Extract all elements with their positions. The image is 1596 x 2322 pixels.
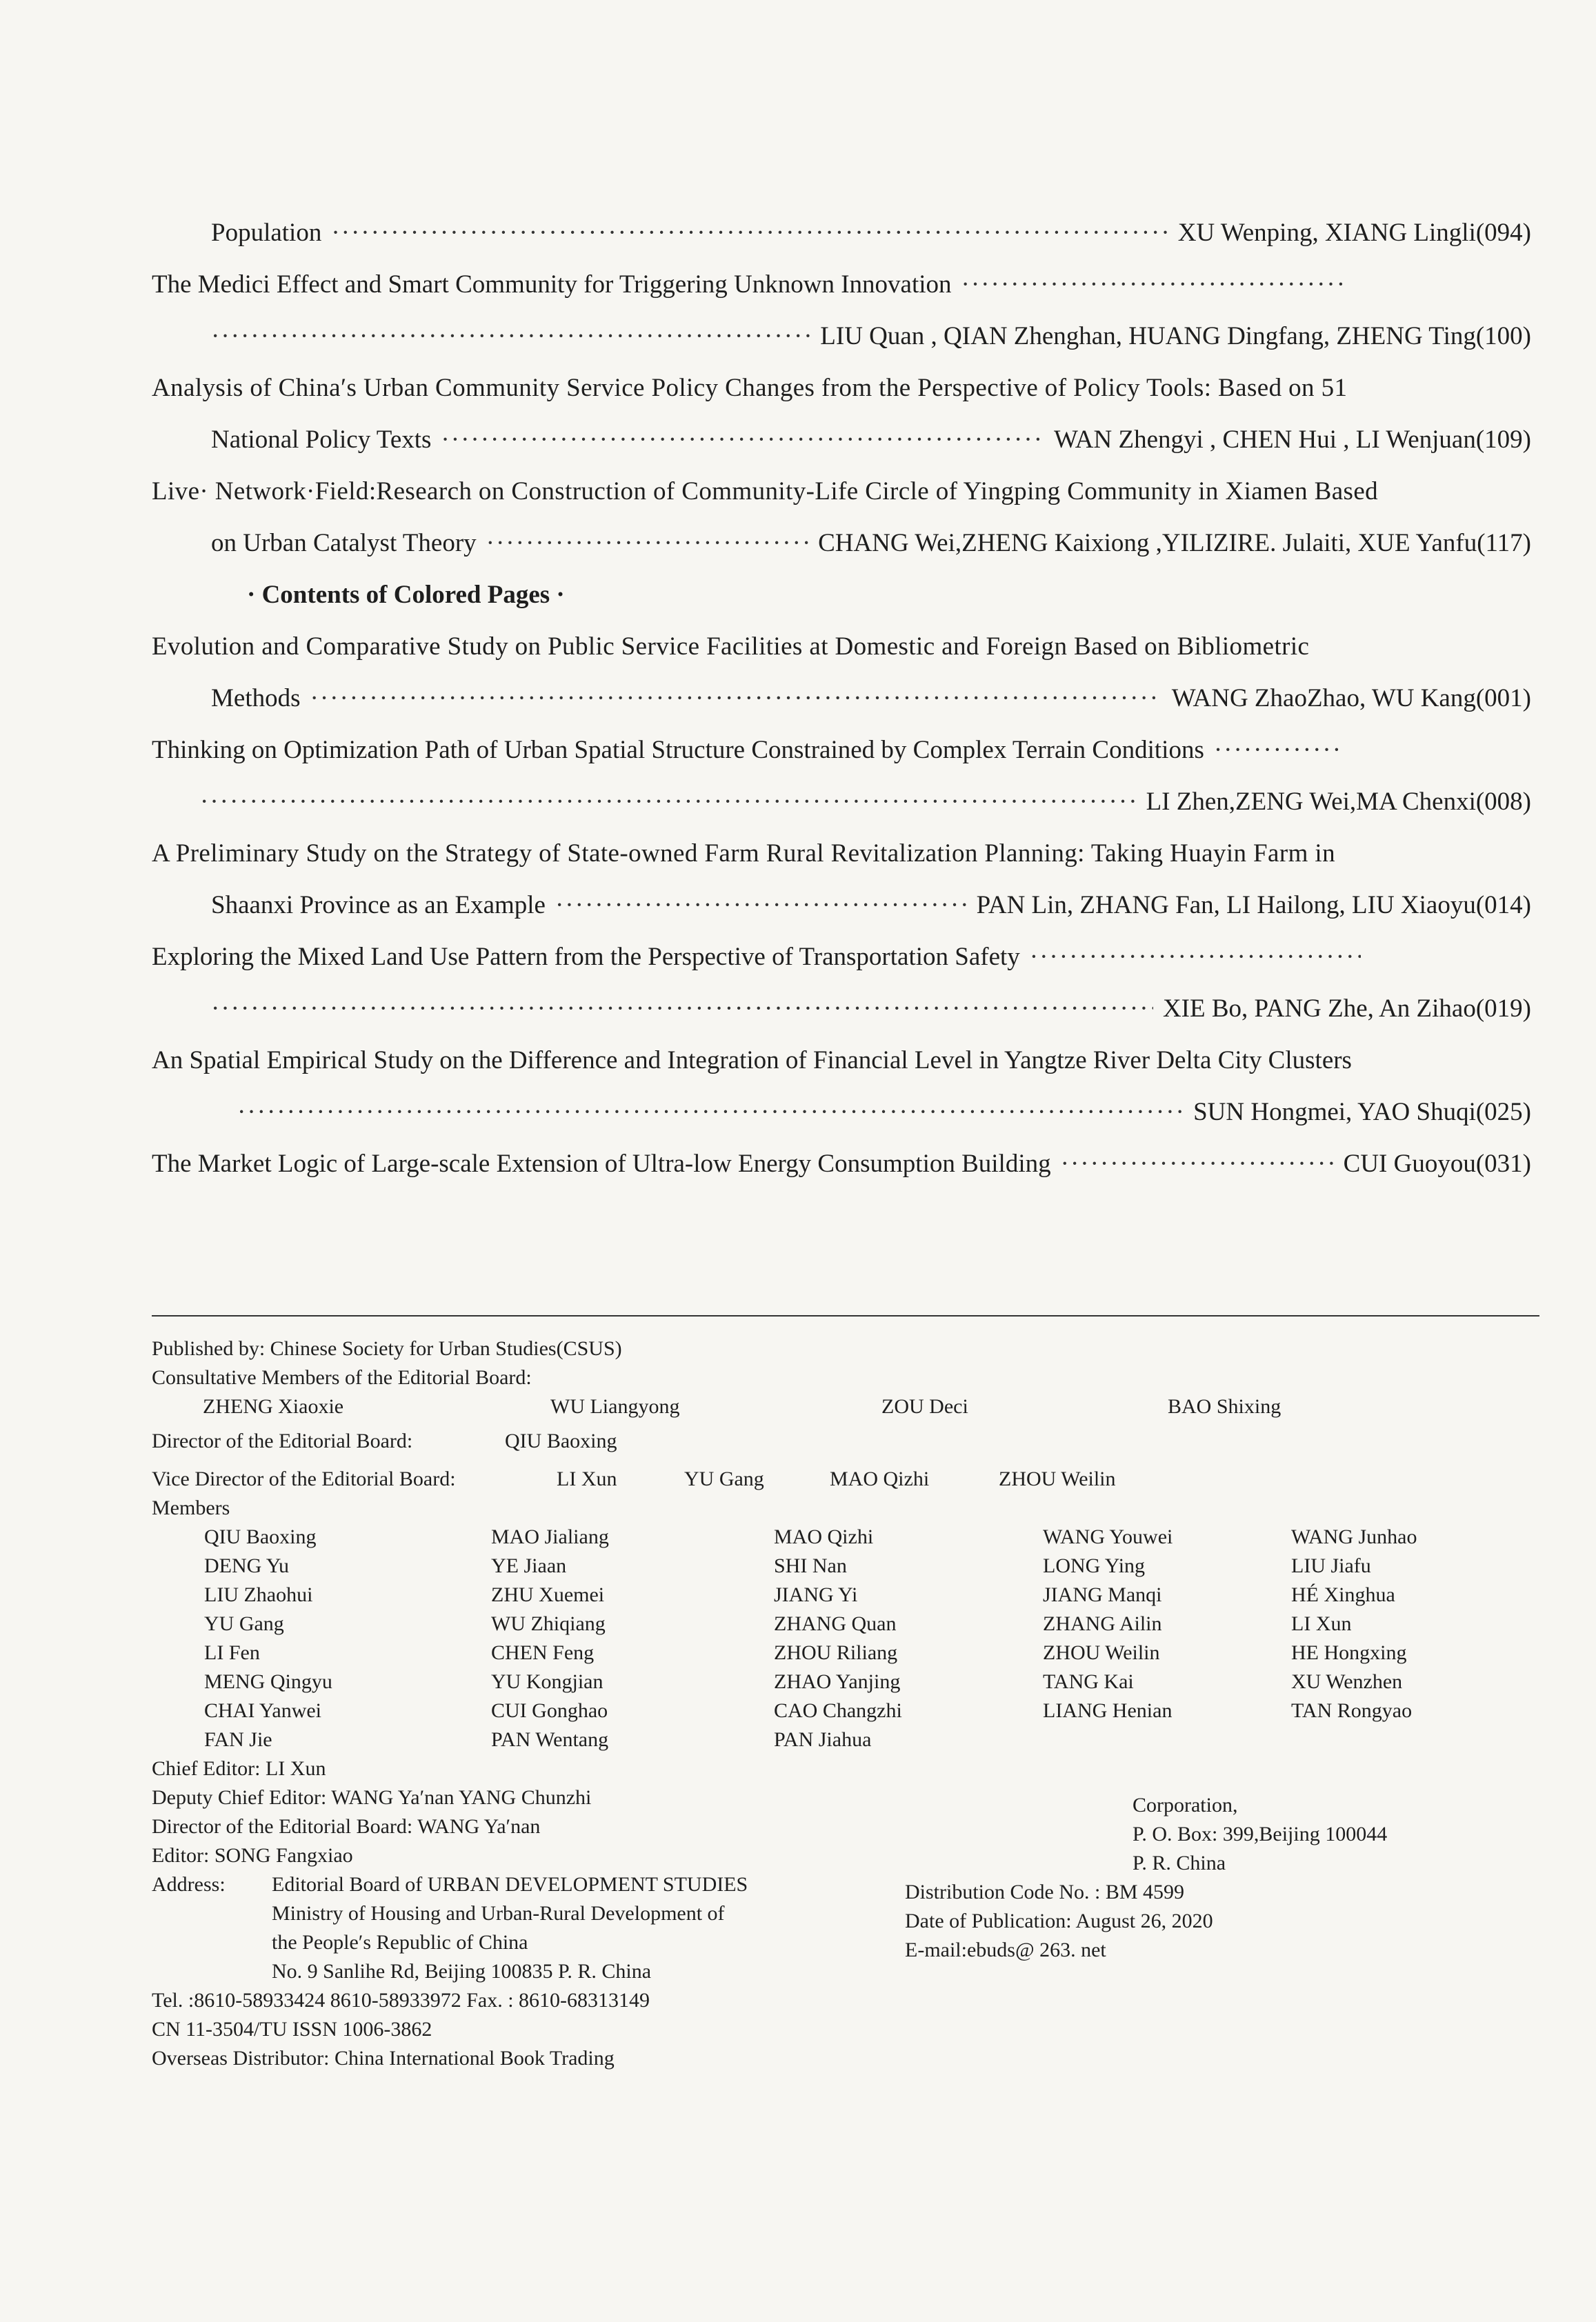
- leader-dots: [486, 517, 808, 569]
- consultative-members: [152, 1392, 1539, 1427]
- member-name: LIU Zhaohui: [204, 1583, 313, 1606]
- toc-authors: CHANG Wei,ZHENG Kaixiong ,YILIZIRE. Julaiti, XUE Yanfu(117): [818, 529, 1531, 557]
- member-name: MAO Jialiang: [491, 1525, 609, 1548]
- editor: Editor: SONG Fangxiao: [152, 1844, 353, 1867]
- deputy-chief-editor: Deputy Chief Editor: WANG Ya′nan YANG Chunzhi: [152, 1786, 592, 1809]
- vice-director-name: YU Gang: [684, 1468, 764, 1490]
- publication-date: Date of Publication: August 26, 2020: [905, 1910, 1213, 1932]
- member-name: ZHANG Quan: [774, 1612, 897, 1635]
- toc-title: An Spatial Empirical Study on the Difference and Integration of Financial Level in Yangtze River Delta City Clusters: [152, 1046, 1352, 1074]
- members-column: [204, 1523, 332, 1754]
- members-column: [1043, 1523, 1173, 1725]
- leader-dots: [200, 776, 1137, 828]
- leader-dots: [310, 672, 1162, 724]
- chief-editor: Chief Editor: LI Xun: [152, 1757, 326, 1780]
- table-of-contents: [152, 207, 1531, 1190]
- toc-entry-continued: [152, 517, 1531, 569]
- tel-fax: Tel. :8610-58933424 8610-58933972 Fax. : 8610-68313149: [152, 1989, 650, 2012]
- leader-dots: [1030, 931, 1361, 983]
- address-label: Address:: [152, 1873, 226, 1896]
- po-box: P. O. Box: 399,Beijing 100044: [1133, 1823, 1388, 1845]
- toc-title: The Medici Effect and Smart Community for Triggering Unknown Innovation: [152, 270, 952, 299]
- toc-authors: LI Zhen,ZENG Wei,MA Chenxi(008): [1146, 788, 1531, 816]
- member-name: YU Kongjian: [491, 1670, 604, 1693]
- address-line: Ministry of Housing and Urban-Rural Development of: [272, 1902, 725, 1925]
- director-name: QIU Baoxing: [505, 1430, 617, 1452]
- member-name: WANG Junhao: [1291, 1525, 1417, 1548]
- member-name: FAN Jie: [204, 1728, 272, 1751]
- vice-director-row: [152, 1465, 1539, 1494]
- toc-entry: [152, 259, 1531, 310]
- toc-entry-continued: [152, 414, 1531, 466]
- leader-dots: [331, 207, 1168, 259]
- member-name: QIU Baoxing: [204, 1525, 317, 1548]
- prc: P. R. China: [1133, 1852, 1226, 1874]
- consultative-member: WU Liangyong: [550, 1395, 680, 1418]
- toc-title-cont: Methods: [211, 684, 301, 712]
- toc-entry: [152, 1034, 1531, 1086]
- leader-dots: [961, 259, 1348, 310]
- leader-dots: [1061, 1138, 1334, 1190]
- toc-entry-continued: [152, 1086, 1531, 1138]
- member-name: WU Zhiqiang: [491, 1612, 606, 1635]
- member-name: SHI Nan: [774, 1554, 847, 1577]
- vice-director-name: MAO Qizhi: [830, 1468, 930, 1490]
- address-line: No. 9 Sanlihe Rd, Beijing 100835 P. R. China: [272, 1960, 652, 1983]
- toc-authors: LIU Quan , QIAN Zhenghan, HUANG Dingfang, ZHENG Ting(100): [820, 322, 1531, 350]
- toc-title: Analysis of China′s Urban Community Service Policy Changes from the Perspective of Policy Tools: Based on 51: [152, 374, 1348, 402]
- toc-title: A Preliminary Study on the Strategy of State-owned Farm Rural Revitalization Planning: Taking Huayin Farm in: [152, 839, 1335, 868]
- toc-entry: [152, 207, 1531, 259]
- member-name: CHAI Yanwei: [204, 1699, 322, 1722]
- toc-title: Live· Network·Field:Research on Construction of Community-Life Circle of Yingping Community in Xiamen Based: [152, 477, 1379, 506]
- member-name: LONG Ying: [1043, 1554, 1146, 1577]
- consultative-member: ZOU Deci: [881, 1395, 968, 1418]
- member-name: PAN Wentang: [491, 1728, 609, 1751]
- toc-entry: [152, 828, 1531, 879]
- members-column: [1291, 1523, 1417, 1725]
- toc-entry-continued: [152, 983, 1531, 1034]
- corporation: Corporation,: [1133, 1794, 1238, 1816]
- member-name: YE Jiaan: [491, 1554, 567, 1577]
- colored-pages-heading: · Contents of Colored Pages ·: [247, 581, 565, 609]
- leader-dots: [211, 983, 1153, 1034]
- toc-authors: XIE Bo, PANG Zhe, An Zihao(019): [1162, 994, 1531, 1023]
- toc-title-cont: National Policy Texts: [211, 426, 432, 454]
- leader-dots: [555, 879, 967, 931]
- toc-entry: [152, 724, 1531, 776]
- toc-title: Evolution and Comparative Study on Public Service Facilities at Domestic and Foreign Based on Bibliometric: [152, 632, 1310, 661]
- member-name: CHEN Feng: [491, 1641, 595, 1664]
- leader-dots: [237, 1086, 1184, 1138]
- member-name: PAN Jiahua: [774, 1728, 872, 1751]
- toc-title: The Market Logic of Large-scale Extension of Ultra-low Energy Consumption Building: [152, 1150, 1051, 1178]
- consultative-member: BAO Shixing: [1168, 1395, 1281, 1418]
- consultative-member: ZHENG Xiaoxie: [203, 1395, 344, 1418]
- members-grid: [152, 1523, 1539, 1754]
- member-name: ZHOU Weilin: [1043, 1641, 1160, 1664]
- vice-director-label: Vice Director of the Editorial Board:: [152, 1468, 456, 1490]
- member-name: LIANG Henian: [1043, 1699, 1173, 1722]
- toc-entry-continued: [152, 776, 1531, 828]
- email: E-mail:ebuds@ 263. net: [905, 1939, 1106, 1961]
- member-name: JIANG Yi: [774, 1583, 858, 1606]
- toc-authors: PAN Lin, ZHANG Fan, LI Hailong, LIU Xiaoyu(014): [976, 891, 1531, 919]
- member-name: CUI Gonghao: [491, 1699, 608, 1722]
- member-name: MAO Qizhi: [774, 1525, 874, 1548]
- toc-entry: [152, 466, 1531, 517]
- vice-director-name: ZHOU Weilin: [999, 1468, 1116, 1490]
- toc-authors: WANG ZhaoZhao, WU Kang(001): [1171, 684, 1531, 712]
- address-line: Editorial Board of URBAN DEVELOPMENT STUDIES: [272, 1873, 748, 1896]
- director-label: Director of the Editorial Board:: [152, 1430, 413, 1452]
- toc-entry: [152, 621, 1531, 672]
- member-name: JIANG Manqi: [1043, 1583, 1162, 1606]
- toc-entry-continued: [152, 310, 1531, 362]
- consultative-label: Consultative Members of the Editorial Board:: [152, 1366, 532, 1389]
- member-name: LI Fen: [204, 1641, 260, 1664]
- toc-authors: WAN Zhengyi , CHEN Hui , LI Wenjuan(109): [1053, 426, 1531, 454]
- director-editorial: Director of the Editorial Board: WANG Ya′nan: [152, 1815, 541, 1838]
- members-column: [774, 1523, 902, 1754]
- member-name: MENG Qingyu: [204, 1670, 332, 1693]
- divider-rule: [152, 1315, 1539, 1317]
- leader-dots: [441, 414, 1044, 466]
- members-column: [491, 1523, 609, 1754]
- toc-title: Thinking on Optimization Path of Urban Spatial Structure Constrained by Complex Terrain Conditions: [152, 736, 1204, 764]
- member-name: ZHANG Ailin: [1043, 1612, 1162, 1635]
- member-name: HE Hongxing: [1291, 1641, 1407, 1664]
- published-by: Published by: Chinese Society for Urban Studies(CSUS): [152, 1337, 622, 1360]
- leader-dots: [211, 310, 810, 362]
- director-row: [152, 1427, 1539, 1465]
- member-name: TAN Rongyao: [1291, 1699, 1413, 1722]
- cn-issn: CN 11-3504/TU ISSN 1006-3862: [152, 2018, 432, 2041]
- member-name: TANG Kai: [1043, 1670, 1134, 1693]
- member-name: LI Xun: [1291, 1612, 1352, 1635]
- member-name: DENG Yu: [204, 1554, 290, 1577]
- members-label: Members: [152, 1497, 230, 1519]
- toc-authors: SUN Hongmei, YAO Shuqi(025): [1193, 1098, 1531, 1126]
- toc-entry: [152, 1138, 1531, 1190]
- vice-director-name: LI Xun: [557, 1468, 617, 1490]
- toc-title-cont: Shaanxi Province as an Example: [211, 891, 546, 919]
- member-name: WANG Youwei: [1043, 1525, 1173, 1548]
- toc-entry: [152, 931, 1531, 983]
- member-name: ZHU Xuemei: [491, 1583, 605, 1606]
- distribution-info: [905, 1791, 1387, 1965]
- member-name: ZHAO Yanjing: [774, 1670, 901, 1693]
- toc-title: Population: [211, 219, 322, 247]
- member-name: ZHOU Riliang: [774, 1641, 898, 1664]
- member-name: HÉ Xinghua: [1291, 1583, 1395, 1606]
- toc-entry: [152, 362, 1531, 414]
- member-name: YU Gang: [204, 1612, 284, 1635]
- member-name: XU Wenzhen: [1291, 1670, 1403, 1693]
- distribution-code: Distribution Code No. : BM 4599: [905, 1881, 1185, 1903]
- toc-authors: XU Wenping, XIANG Lingli(094): [1177, 219, 1531, 247]
- address-line: the People′s Republic of China: [272, 1931, 528, 1954]
- overseas-distributor: Overseas Distributor: China International Book Trading: [152, 2047, 615, 2070]
- member-name: LIU Jiafu: [1291, 1554, 1371, 1577]
- toc-title-cont: on Urban Catalyst Theory: [211, 529, 477, 557]
- toc-entry-continued: [152, 672, 1531, 724]
- toc-entry-continued: [152, 879, 1531, 931]
- toc-title: Exploring the Mixed Land Use Pattern from the Perspective of Transportation Safety: [152, 943, 1020, 971]
- leader-dots: [1214, 724, 1345, 776]
- toc-authors: CUI Guoyou(031): [1343, 1150, 1531, 1178]
- member-name: CAO Changzhi: [774, 1699, 902, 1722]
